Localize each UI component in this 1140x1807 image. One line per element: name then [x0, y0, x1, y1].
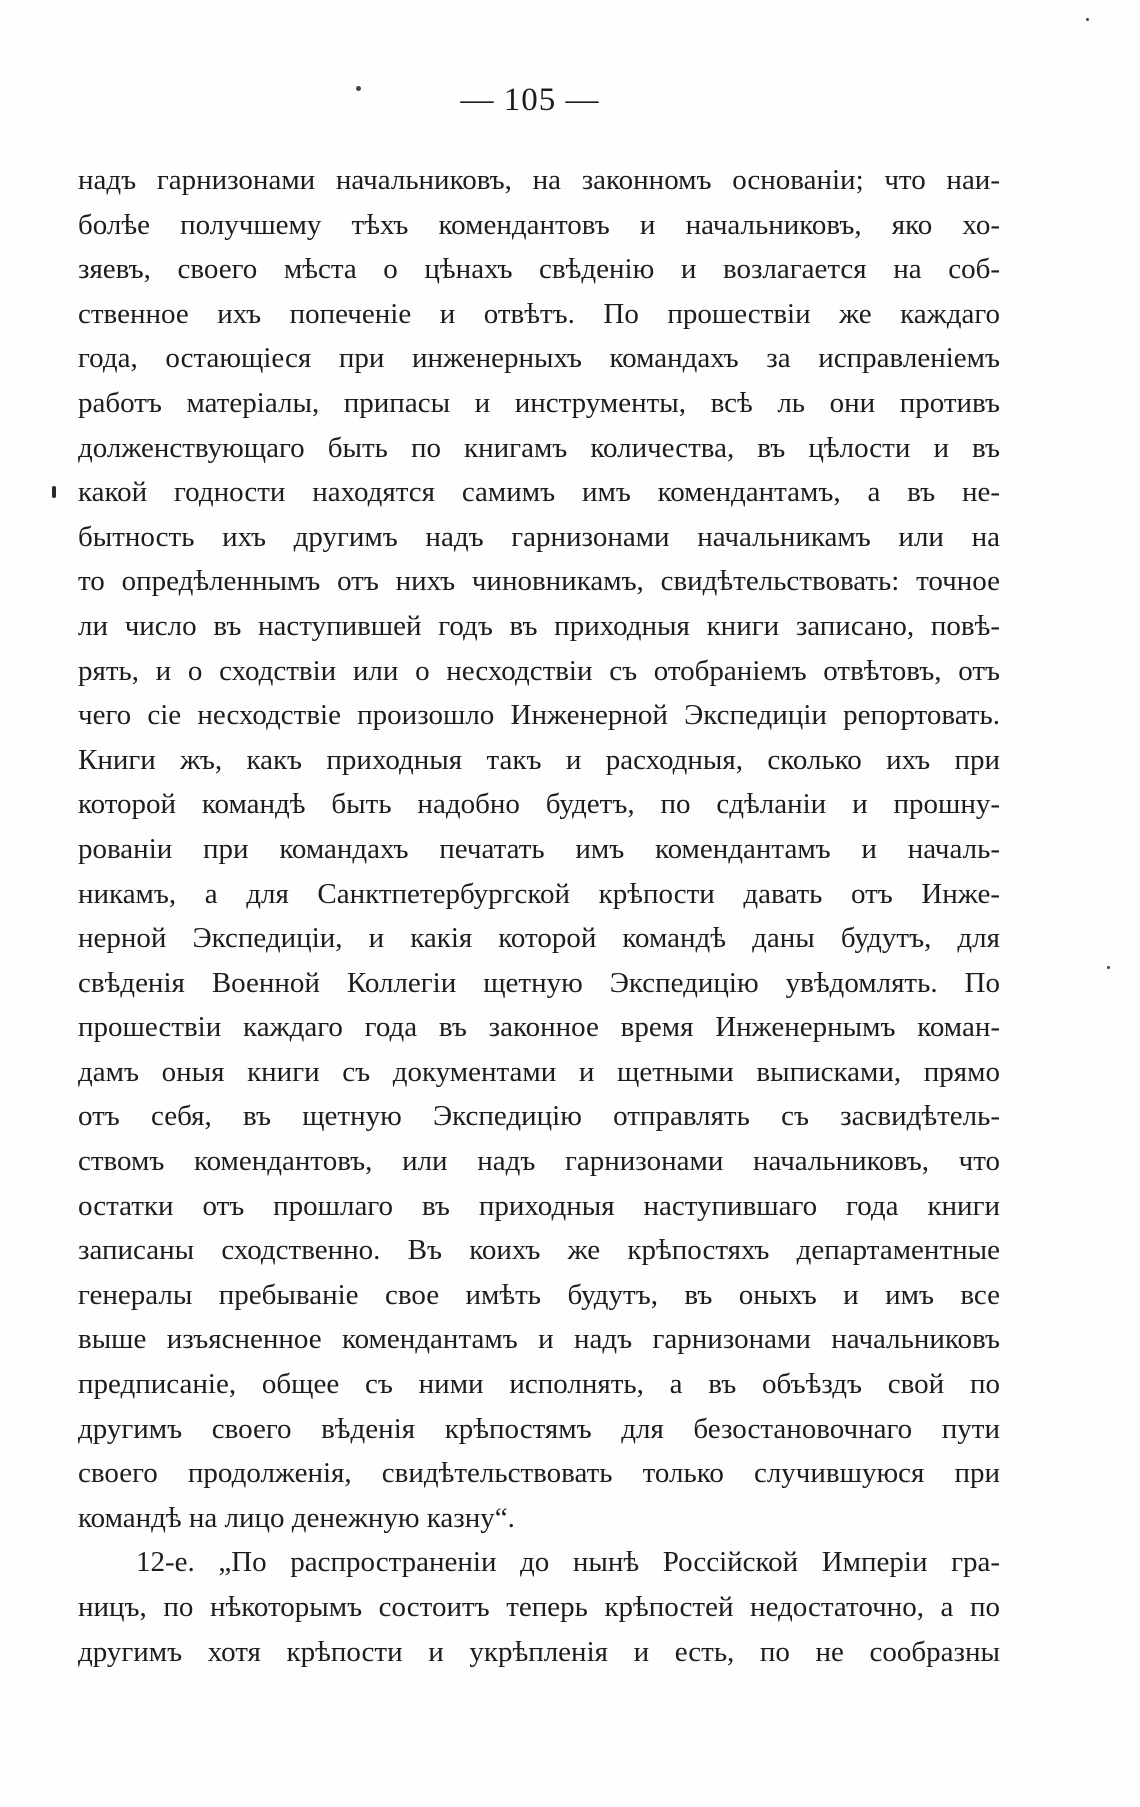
- text-line: то опредѣленнымъ отъ нихъ чиновникамъ, свидѣтельствовать: точное: [78, 565, 1000, 598]
- print-speck: [1107, 966, 1110, 969]
- text-line: надъ гарнизонами начальниковъ, на законномъ основаніи; что наи-: [78, 164, 1000, 196]
- text-line: отъ себя, въ щетную Экспедицію отправлять съ засвидѣтель-: [78, 1100, 1000, 1133]
- text-line: своего продолженія, свидѣтельствовать только случившуюся при: [78, 1457, 1000, 1490]
- text-line: Книги жъ, какъ приходныя такъ и расходныя, сколько ихъ при: [78, 743, 1000, 776]
- print-speck: [1086, 18, 1089, 21]
- text-line: зяевъ, своего мѣста о цѣнахъ свѣденію и возлагается на соб-: [78, 253, 1000, 286]
- text-line: рованіи при командахъ печатать имъ комендантамъ и началь-: [78, 832, 1000, 865]
- text-line: ницъ, по нѣкоторымъ состоитъ теперь крѣпостей недостаточно, а по: [78, 1591, 1000, 1623]
- text-line: другимъ своего вѣденія крѣпостямъ для безостановочнаго пути: [78, 1412, 1000, 1445]
- text-line: какой годности находятся самимъ имъ комендантамъ, а въ не-: [78, 476, 1000, 509]
- text-line: записаны сходственно. Въ коихъ же крѣпостяхъ департаментные: [78, 1234, 1000, 1267]
- text-line: выше изъясненное комендантамъ и надъ гарнизонами начальниковъ: [78, 1323, 1000, 1356]
- text-line: свѣденія Военной Коллегіи щетную Экспедицію увѣдомлять. По: [78, 966, 1000, 999]
- text-line: прошествіи каждаго года въ законное время Инженернымъ коман-: [78, 1011, 1000, 1044]
- text-line: чего сіе несходствіе произошло Инженерной Экспедиціи репортовать.: [78, 699, 1000, 732]
- text-line: другимъ хотя крѣпости и укрѣпленія и есть, по не сообразны: [78, 1635, 1000, 1668]
- paragraph-start-line: 12-е. „По распространеніи до нынѣ Россійской Имперіи гра-: [136, 1546, 1000, 1579]
- text-line: года, остающіеся при инженерныхъ командахъ за исправленіемъ: [78, 342, 1000, 375]
- text-line: рять, и о сходствіи или о несходствіи съ отобраніемъ отвѣтовъ, отъ: [78, 654, 1000, 687]
- text-line: остатки отъ прошлаго въ приходныя наступившаго года книги: [78, 1189, 1000, 1222]
- text-line: никамъ, а для Санктпетербургской крѣпости давать отъ Инже-: [78, 877, 1000, 910]
- text-line: ственное ихъ попеченіе и отвѣтъ. По прошествіи же каждаго: [78, 297, 1000, 330]
- text-line: ли число въ наступившей годъ въ приходныя книги записано, повѣ-: [78, 609, 1000, 642]
- margin-mark: [52, 486, 56, 498]
- text-line: бытность ихъ другимъ надъ гарнизонами начальникамъ или на: [78, 520, 1000, 553]
- text-line: которой командѣ быть надобно будетъ, по сдѣланіи и прошну-: [78, 788, 1000, 821]
- text-line: генералы пребываніе свое имѣть будутъ, въ оныхъ и имъ все: [78, 1278, 1000, 1311]
- text-line: ствомъ комендантовъ, или надъ гарнизонами начальниковъ, что: [78, 1145, 1000, 1178]
- text-line: командѣ на лицо денежную казну“.: [78, 1501, 515, 1534]
- text-line: нерной Экспедиціи, и какія которой командѣ даны будутъ, для: [78, 922, 1000, 955]
- text-line: работъ матеріалы, припасы и инструменты, всѣ ль они противъ: [78, 386, 1000, 419]
- body-text: [78, 158, 1000, 1674]
- text-line: долженствующаго быть по книгамъ количества, въ цѣлости и въ: [78, 431, 1000, 464]
- text-line: предписаніе, общее съ ними исполнять, а въ объѣздъ свой по: [78, 1368, 1000, 1401]
- page-number: — 105 —: [460, 82, 600, 118]
- text-line: болѣе получшему тѣхъ комендантовъ и начальниковъ, яко хо-: [78, 208, 1000, 241]
- text-line: дамъ оныя книги съ документами и щетными выписками, прямо: [78, 1055, 1000, 1088]
- print-speck: [356, 86, 361, 91]
